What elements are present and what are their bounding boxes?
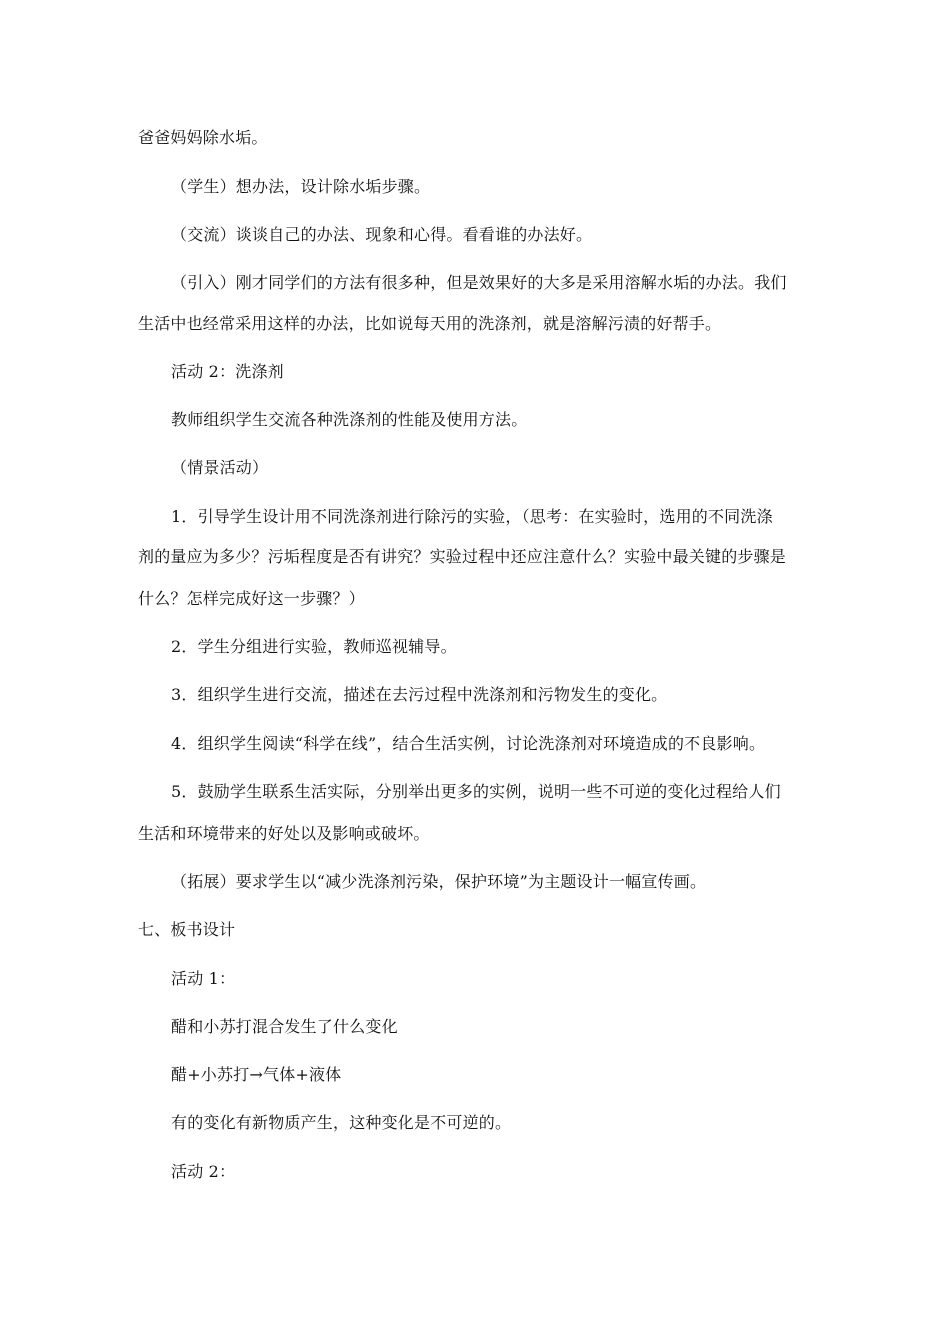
text-line: 3．组织学生进行交流，描述在去污过程中洗涤剂和污物发生的变化。 <box>171 685 668 704</box>
text-line: 生活中也经常采用这样的办法，比如说每天用的洗涤剂，就是溶解污渍的好帮手。 <box>138 314 722 333</box>
text-line: （拓展）要求学生以“减少洗涤剂污染，保护环境”为主题设计一幅宣传画。 <box>171 872 707 891</box>
text-line: 活动 1： <box>171 969 236 988</box>
text-line: 活动 2： <box>171 1162 236 1181</box>
text-line: 生活和环境带来的好处以及影响或破坏。 <box>138 824 430 843</box>
text-line: 剂的量应为多少？污垢程度是否有讲究？实验过程中还应注意什么？实验中最关键的步骤是 <box>138 547 787 566</box>
text-line: （情景活动） <box>171 458 269 477</box>
text-line: 1．引导学生设计用不同洗涤剂进行除污的实验，（思考：在实验时，选用的不同洗涤 <box>171 507 773 526</box>
text-line: 醋和小苏打混合发生了什么变化 <box>171 1017 398 1036</box>
text-line: （交流）谈谈自己的办法、现象和心得。看看谁的办法好。 <box>171 225 593 244</box>
text-line: （学生）想办法，设计除水垢步骤。 <box>171 177 431 196</box>
text-line: 什么？怎样完成好这一步骤？） <box>138 589 365 608</box>
text-line: 2．学生分组进行实验，教师巡视辅导。 <box>171 637 457 656</box>
text-line: 5．鼓励学生联系生活实际，分别举出更多的实例，说明一些不可逆的变化过程给人们 <box>171 782 781 801</box>
text-line: 有的变化有新物质产生，这种变化是不可逆的。 <box>171 1113 512 1132</box>
text-line: （引入）刚才同学们的方法有很多种，但是效果好的大多是采用溶解水垢的办法。我们 <box>171 273 787 292</box>
section-heading: 七、板书设计 <box>138 920 236 939</box>
text-line: 爸爸妈妈除水垢。 <box>138 128 268 147</box>
text-line: 醋+小苏打→气体+液体 <box>171 1065 342 1084</box>
text-line: 教师组织学生交流各种洗涤剂的性能及使用方法。 <box>171 410 528 429</box>
section-heading: 活动 2：洗涤剂 <box>171 362 284 381</box>
text-line: 4．组织学生阅读“科学在线”，结合生活实例，讨论洗涤剂对环境造成的不良影响。 <box>171 734 766 753</box>
